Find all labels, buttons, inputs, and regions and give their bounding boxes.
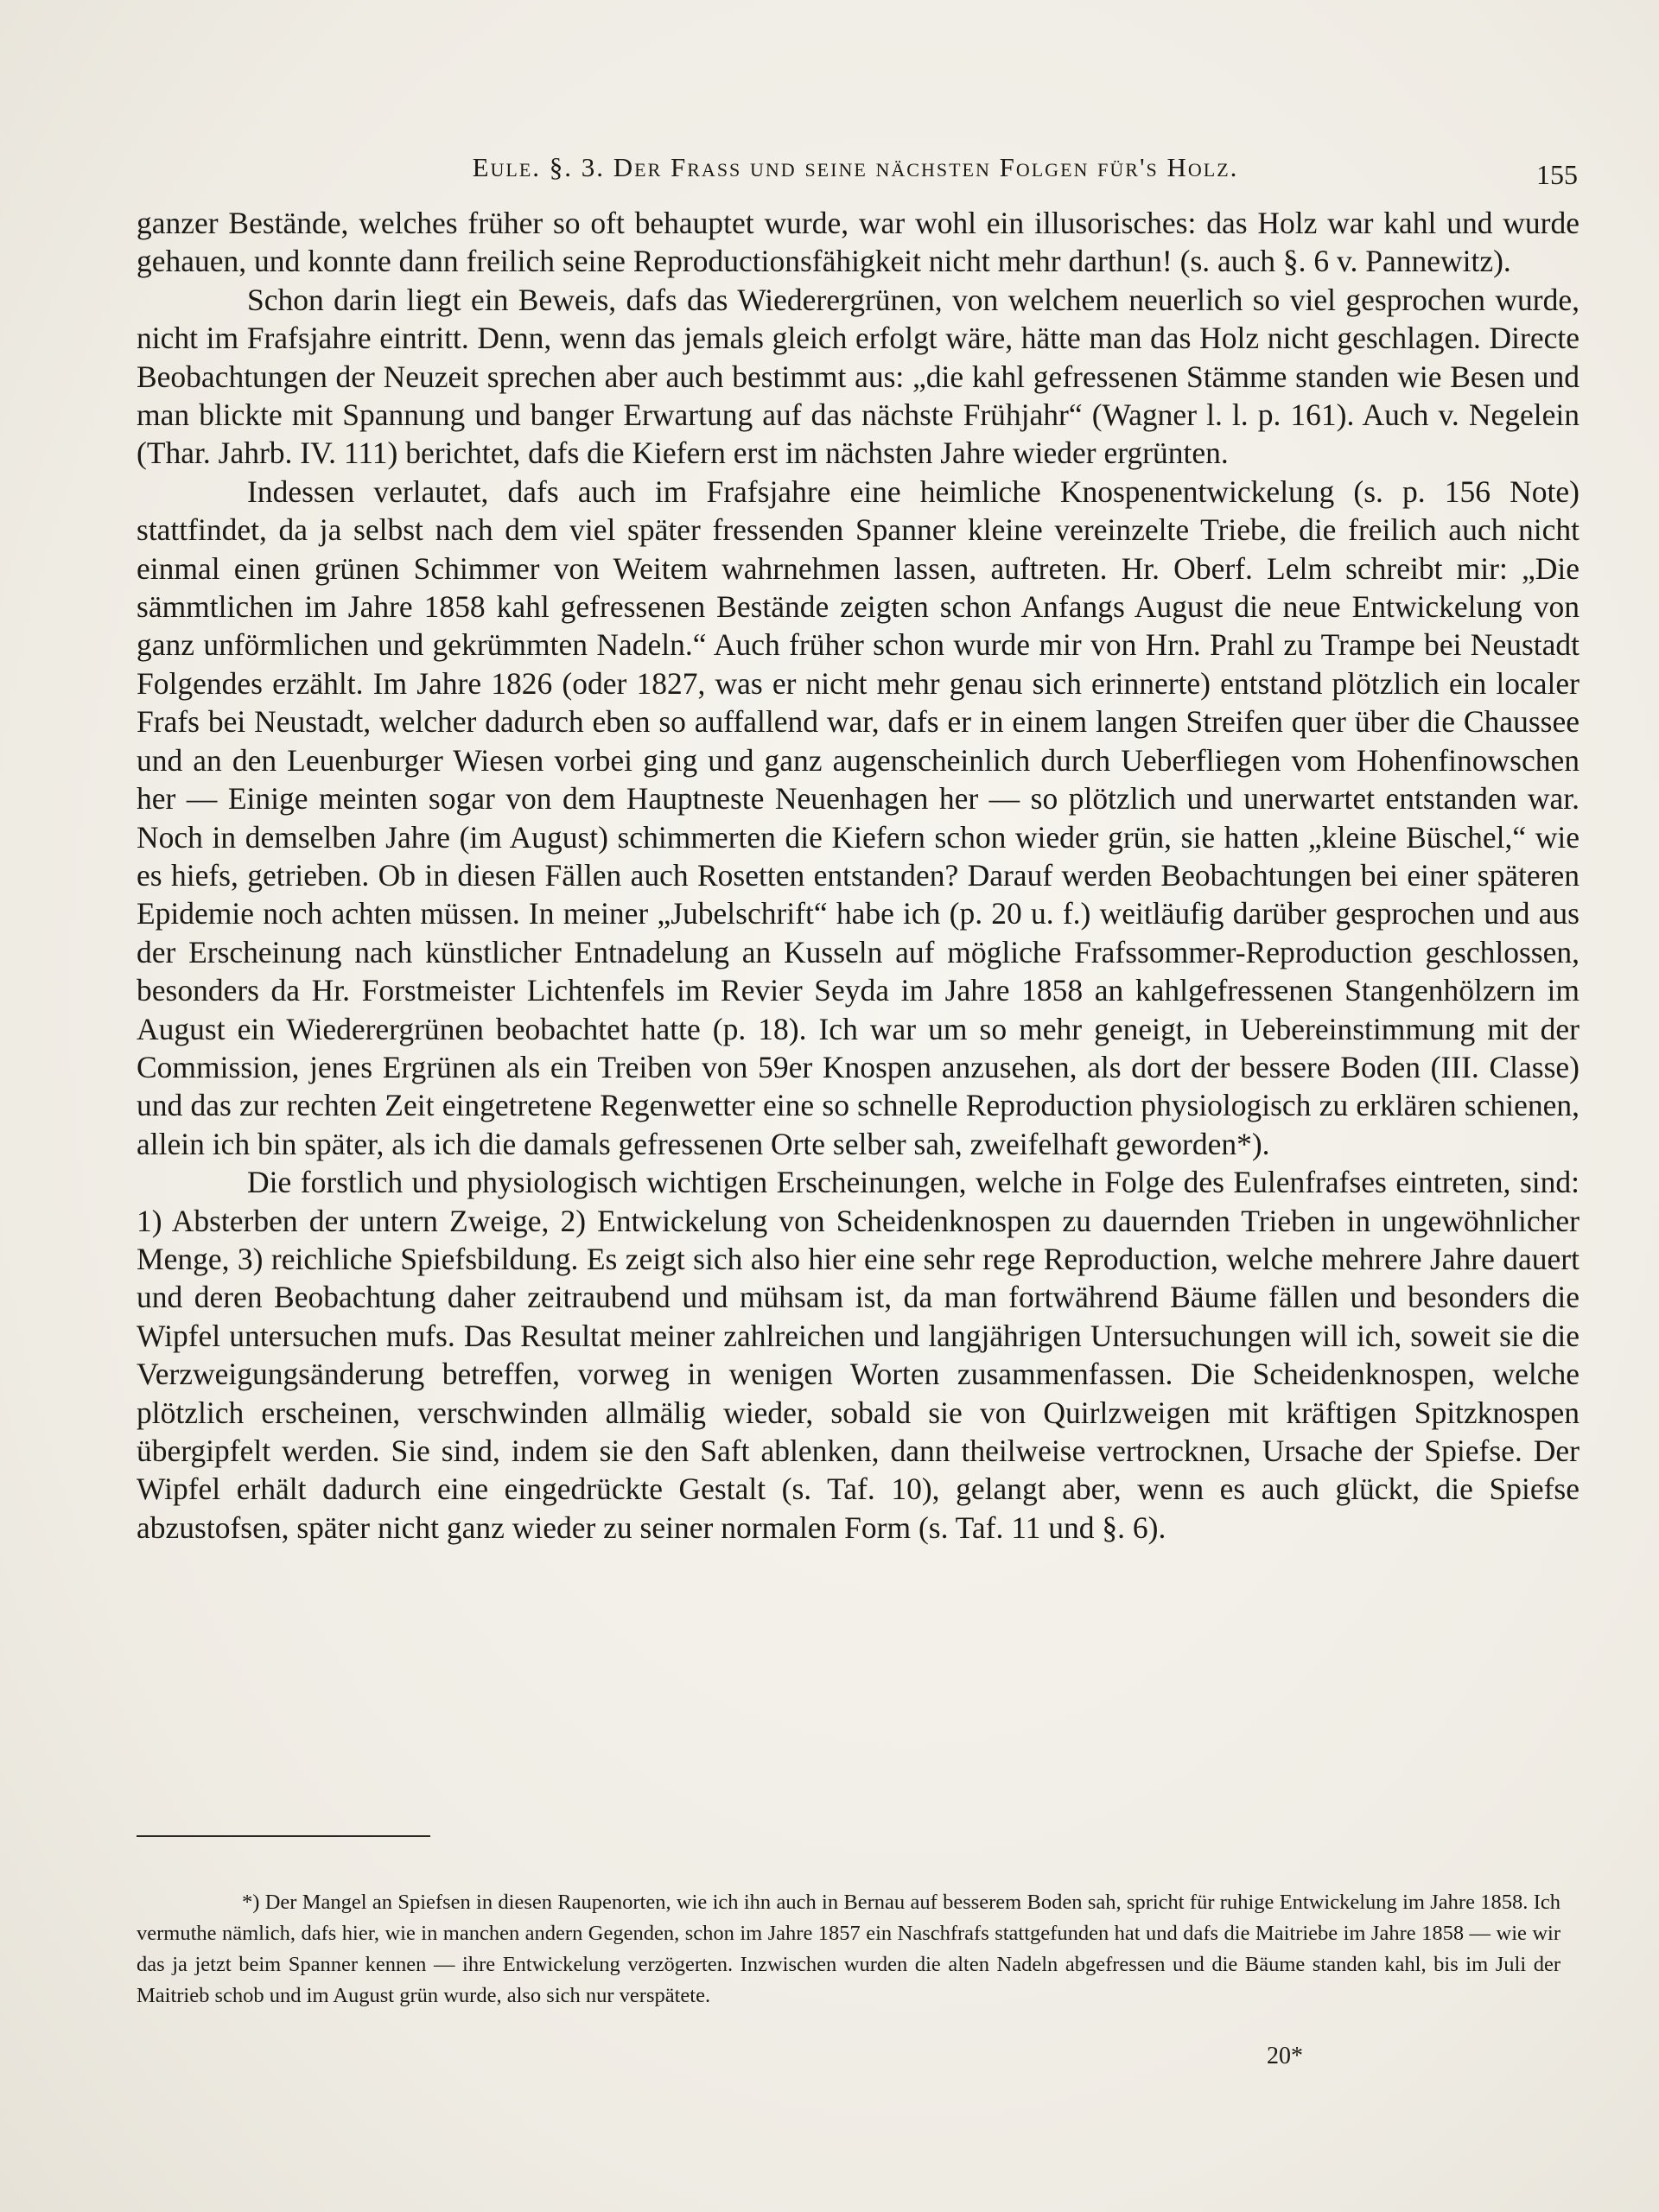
signature-mark: 20* [1267, 2043, 1303, 2069]
footnote: *) Der Mangel an Spiefsen in diesen Raupenorten, wie ich ihn auch in Bernau auf besserem Boden sah, spricht für ruhige Entwickelung im Jahre 1858. Ich vermuthe nämlich, dafs hier, wie in manchen andern Gegenden, schon im Jahre 1857 ein Naschfrafs stattgefunden hat und dafs die Maitriebe im Jahre 1858 — wie wir das ja jetzt beim Spanner kennen — ihre Entwickelung verzögerten. Inzwischen wurden die alten Nadeln abgefressen und die Bäume standen kahl, bis im Juli der Maitrieb schob und im August grün wurde, also sich nur verspätete. [137, 1891, 1560, 2007]
paragraph-2: Schon darin liegt ein Beweis, dafs das Wiederergrünen, von welchem neuerlich so viel gesprochen wurde, nicht im Frafsjahre eintritt. Denn, wenn das jemals gleich erfolgt wäre, hätte man das Holz nicht geschlagen. Directe Beobachtungen der Neuzeit sprechen aber auch bestimmt aus: „die kahl gefressenen Stämme standen wie Besen und man blickte mit Spannung und banger Erwartung auf das nächste Frühjahr“ (Wagner l. l. p. 161). Auch v. Negelein (Thar. Jahrb. IV. 111) berichtet, dafs die Kiefern erst im nächsten Jahre wieder ergrünten. [137, 282, 1580, 471]
main-text [137, 204, 1580, 1547]
paragraph-3: Indessen verlautet, dafs auch im Frafsjahre eine heimliche Knospenentwickelung (s. p. 156 Note) stattfindet, da ja selbst nach dem viel später fressenden Spanner kleine vereinzelte Triebe, die freilich auch nicht einmal einen grünen Schimmer von Weitem wahrnehmen lassen, auftreten. Hr. Oberf. Lelm schreibt mir: „Die sämmtlichen im Jahre 1858 kahl gefressenen Bestände zeigten schon Anfangs August die neue Entwickelung von ganz unförmlichen und gekrümmten Nadeln.“ Auch früher schon wurde mir von Hrn. Prahl zu Trampe bei Neustadt Folgendes erzählt. Im Jahre 1826 (oder 1827, was er nicht mehr genau sich erinnerte) entstand plötzlich ein localer Frafs bei Neustadt, welcher dadurch eben so auffallend war, dafs er in einem langen Streifen quer über die Chaussee und an den Leuenburger Wiesen vorbei ging und ganz augenscheinlich durch Ueberfliegen vom Hohenfinowschen her — Einige meinten sogar von dem Hauptneste Neuenhagen her — so plötzlich und unerwartet entstanden war. Noch in demselben Jahre (im August) schimmerten die Kiefern schon wieder grün, sie hatten „kleine Büschel,“ wie es hiefs, getrieben. Ob in diesen Fällen auch Rosetten entstanden? Darauf werden Beobachtungen bei einer späteren Epidemie noch achten müssen. In meiner „Jubelschrift“ habe ich (p. 20 u. f.) weitläufig darüber gesprochen und aus der Erscheinung nach künstlicher Entnadelung an Kusseln auf mögliche Frafssommer-Reproduction geschlossen, besonders da Hr. Forstmeister Lichtenfels im Revier Seyda im Jahre 1858 an kahlgefressenen Stangenhölzern im August ein Wiederergrünen beobachtet hatte (p. 18). Ich war um so mehr geneigt, in Uebereinstimmung mit der Commission, jenes Ergrünen als ein Treiben von 59er Knospen anzusehen, als dort der bessere Boden (III. Classe) und das zur rechten Zeit eingetretene Regenwetter eine so schnelle Reproduction physiologisch zu erklären schienen, allein ich bin später, als ich die damals gefressenen Orte selber sah, zweifelhaft geworden*). [137, 474, 1580, 1161]
paragraph-4: Die forstlich und physiologisch wichtigen Erscheinungen, welche in Folge des Eulenfrafses eintreten, sind: 1) Absterben der untern Zweige, 2) Entwickelung von Scheidenknospen zu dauernden Trieben in ungewöhnlicher Menge, 3) reichliche Spiefsbildung. Es zeigt sich also hier eine sehr rege Reproduction, welche mehrere Jahre dauert und deren Beobachtung daher zeitraubend und mühsam ist, da man fortwährend Bäume fällen und besonders die Wipfel untersuchen mufs. Das Resultat meiner zahlreichen und langjährigen Untersuchungen will ich, soweit sie die Verzweigungsänderung betreffen, vorweg in wenigen Worten zusammenfassen. Die Scheidenknospen, welche plötzlich erscheinen, verschwinden allmälig wieder, sobald sie von Quirlzweigen mit kräftigen Spitzknospen übergipfelt werden. Sie sind, indem sie den Saft ablenken, dann theilweise vertrocknen, Ursache der Spiefse. Der Wipfel erhält dadurch eine eingedrückte Gestalt (s. Taf. 10), gelangt aber, wenn es auch glückt, die Spiefse abzustofsen, später nicht ganz wieder zu seiner normalen Form (s. Taf. 11 und §. 6). [137, 1165, 1580, 1545]
page-number: 155 [1536, 159, 1578, 190]
running-header: Eule. §. 3. Der Frass und seine nächsten Folgen für's Holz. [472, 152, 1239, 182]
footnote-divider [137, 1835, 430, 1837]
paragraph-1: ganzer Bestände, welches früher so oft behauptet wurde, war wohl ein illusorisches: das Holz war kahl und wurde gehauen, und konnte dann freilich seine Reproductionsfähigkeit nicht mehr darthun! (s. auch §. 6 v. Pannewitz). [137, 206, 1580, 279]
